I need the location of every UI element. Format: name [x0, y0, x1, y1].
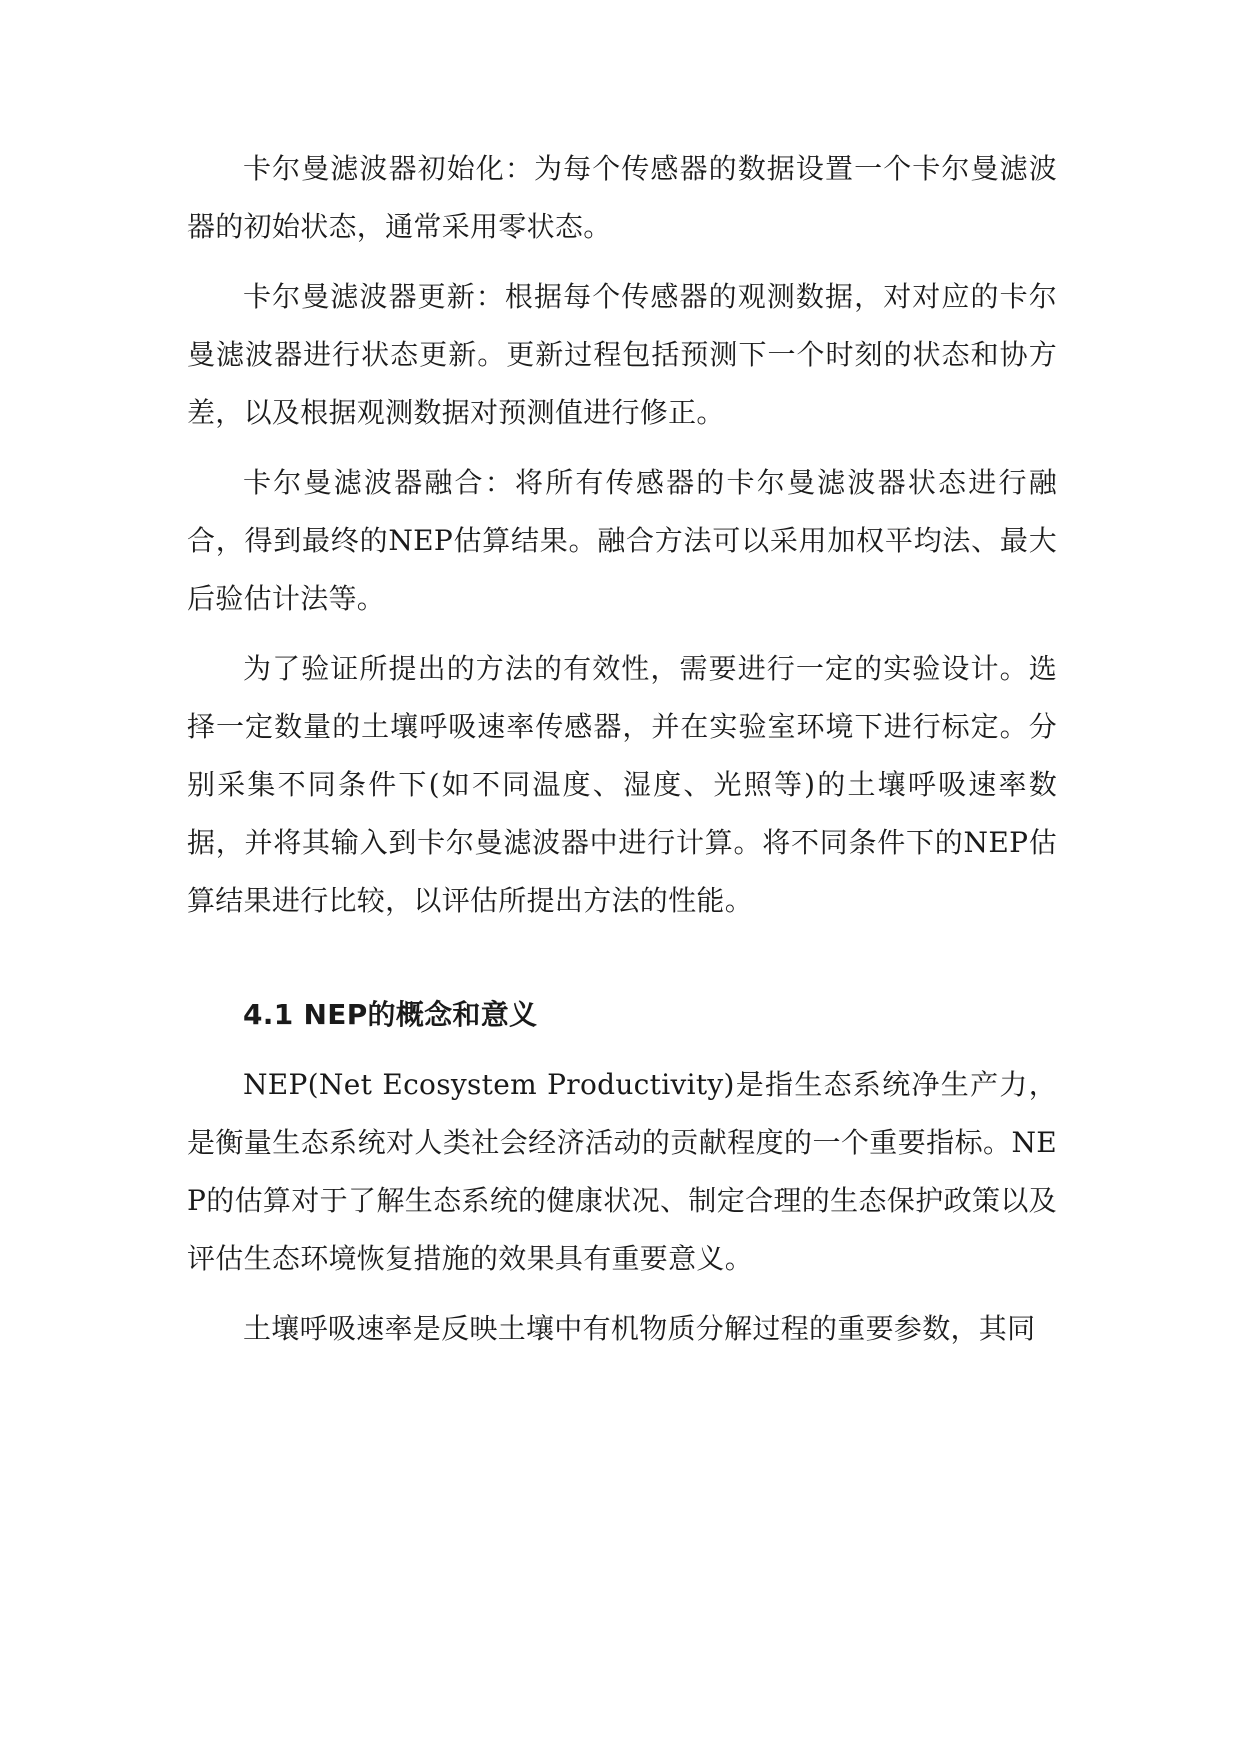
document-body — [187, 140, 1057, 1370]
paragraph-kalman-init: 卡尔曼滤波器初始化：为每个传感器的数据设置一个卡尔曼滤波器的初始状态，通常采用零状态。 — [187, 152, 1057, 243]
paragraph-kalman-fusion: 卡尔曼滤波器融合：将所有传感器的卡尔曼滤波器状态进行融合，得到最终的NEP估算结果。融合方法可以采用加权平均法、最大后验估计法等。 — [187, 466, 1057, 615]
section-heading: 4.1 NEP的概念和意义 — [243, 998, 538, 1031]
paragraph-soil-respiration: 土壤呼吸速率是反映土壤中有机物质分解过程的重要参数，其同 — [243, 1312, 1036, 1345]
paragraph-kalman-update: 卡尔曼滤波器更新：根据每个传感器的观测数据，对对应的卡尔曼滤波器进行状态更新。更新过程包括预测下一个时刻的状态和协方差，以及根据观测数据对预测值进行修正。 — [187, 280, 1057, 429]
paragraph-nep-definition: NEP(Net Ecosystem Productivity)是指生态系统净生产力，是衡量生态系统对人类社会经济活动的贡献程度的一个重要指标。NEP的估算对于了解生态系统的健康状况、制定合理的生态保护政策以及评估生态环境恢复措施的效果具有重要意义。 — [187, 1068, 1057, 1275]
paragraph-experiment-design: 为了验证所提出的方法的有效性，需要进行一定的实验设计。选择一定数量的土壤呼吸速率传感器，并在实验室环境下进行标定。分别采集不同条件下(如不同温度、湿度、光照等)的土壤呼吸速率数据，并将其输入到卡尔曼滤波器中进行计算。将不同条件下的NEP估算结果进行比较，以评估所提出方法的性能。 — [187, 652, 1057, 917]
